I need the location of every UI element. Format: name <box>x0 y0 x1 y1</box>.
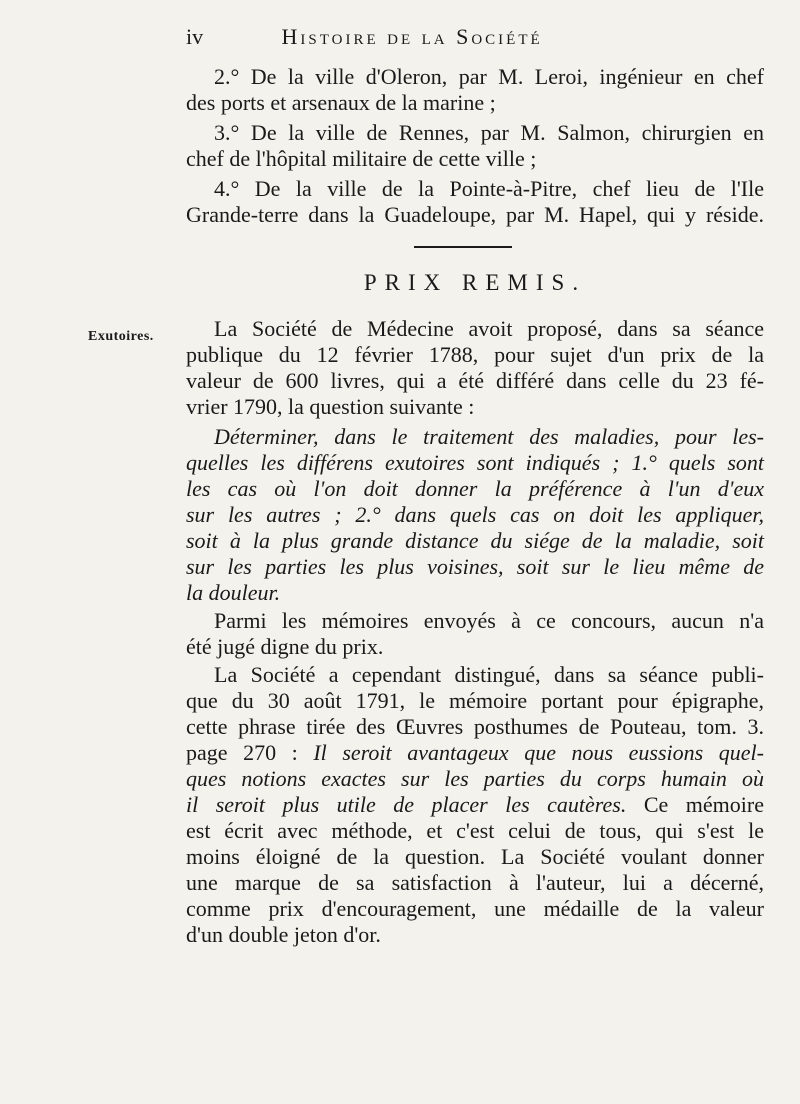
text-line: vrier 1790, la question suivante : <box>186 394 475 419</box>
running-title: Histoire de la Société <box>281 24 543 49</box>
question-line: Déterminer, dans le traitement des maladies, pour les- <box>214 424 764 449</box>
list-line: Grande-terre dans la Guadeloupe, par M. Hapel, qui y réside. <box>186 202 764 227</box>
section-title: PRIX REMIS. <box>363 270 587 295</box>
list-line: des ports et arsenaux de la marine ; <box>186 90 496 115</box>
list-line: chef de l'hôpital militaire de cette ville ; <box>186 146 537 171</box>
epigraph-text: il seroit plus utile de placer les cautères. <box>186 792 627 817</box>
question-line: quelles les différens exutoires sont indiqués ; 1.° quels sont <box>186 450 764 475</box>
text-line: d'un double jeton d'or. <box>186 922 381 947</box>
list-item <box>186 176 764 228</box>
list-item <box>186 64 764 116</box>
list-line: 3.° De la ville de Rennes, par M. Salmon, chirurgien en <box>214 120 764 145</box>
text-line: été jugé digne du prix. <box>186 634 384 659</box>
question-line: la douleur. <box>186 580 281 605</box>
prize-question <box>186 424 764 606</box>
text-run: Ce mémoire <box>626 792 764 817</box>
page-number: iv <box>186 24 204 49</box>
list-item <box>186 120 764 172</box>
text-line: La Société de Médecine avoit proposé, dans sa séance <box>214 316 764 341</box>
question-line: les cas où l'on doit donner la préférence à l'un d'eux <box>186 476 764 501</box>
question-line: soit à la plus grande distance du siége de la maladie, soit <box>186 528 764 553</box>
text-line: une marque de sa satisfaction à l'auteur, lui a décerné, <box>186 870 764 895</box>
epigraph-text: ques notions exactes sur les parties du corps humain où <box>186 766 764 791</box>
text-line: valeur de 600 livres, qui a été différé dans celle du 23 fé- <box>186 368 764 393</box>
text-line: Parmi les mémoires envoyés à ce concours, aucun n'a <box>214 608 764 633</box>
text-line: cette phrase tirée des Œuvres posthumes de Pouteau, tom. 3. <box>186 714 764 739</box>
section-divider <box>414 246 512 248</box>
question-line: sur les parties les plus voisines, soit sur le lieu même de <box>186 554 764 579</box>
paragraph <box>186 662 764 948</box>
epigraph-text: Il seroit avantageux que nous eussions quel- <box>313 740 764 765</box>
text-run: page 270 : <box>186 740 314 765</box>
list-line: 2.° De la ville d'Oleron, par M. Leroi, ingénieur en chef <box>214 64 764 89</box>
running-header <box>186 22 646 52</box>
text-line <box>186 740 764 766</box>
text-line: moins éloigné de la question. La Société voulant donner <box>186 844 764 869</box>
text-line: que du 30 août 1791, le mémoire portant pour épigraphe, <box>186 688 764 713</box>
text-line: La Société a cependant distingué, dans sa séance publi- <box>214 662 764 687</box>
text-line <box>186 792 764 818</box>
question-line: sur les autres ; 2.° dans quels cas on doit les appliquer, <box>186 502 764 527</box>
list-line: 4.° De la ville de la Pointe-à-Pitre, chef lieu de l'Ile <box>214 176 764 201</box>
paragraph <box>186 316 764 420</box>
text-line: comme prix d'encouragement, une médaille de la valeur <box>186 896 764 921</box>
text-line: publique du 12 février 1788, pour sujet d'un prix de la <box>186 342 764 367</box>
margin-note: Exutoires. <box>88 329 154 344</box>
paragraph <box>186 608 764 660</box>
text-line: est écrit avec méthode, et c'est celui de tous, qui s'est le <box>186 818 764 843</box>
